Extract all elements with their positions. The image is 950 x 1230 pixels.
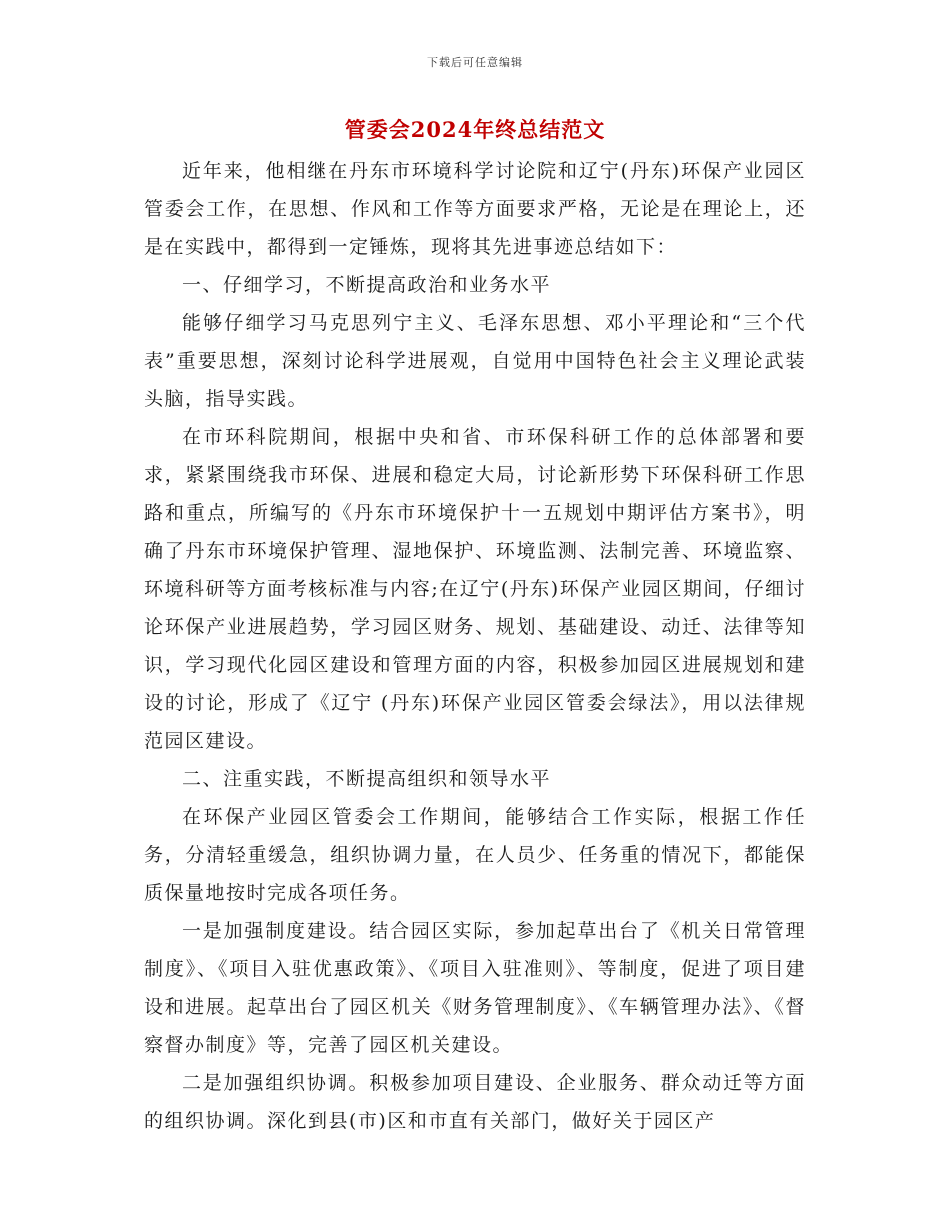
document-title: 管委会2024年终总结范文 — [344, 117, 606, 142]
paragraph-research: 在市环科院期间，根据中央和省、市环保科研工作的总体部署和要求，紧紧围绕我市环保、进展和稳定大局，讨论新形势下环保科研工作思路和重点，所编写的《丹东市环境保护十一五规划中期评估方案书》，明确了丹东市环境保护管理、湿地保护、环境监测、法制完善、环境监察、环境科研等方面考核标准与内容;在辽宁(丹东)环保产业园区期间，仔细讨论环保产业进展趋势，学习园区财务、规划、基础建设、动迁、法律等知识，学习现代化园区建设和管理方面的内容，积极参加园区进展规划和建设的讨论，形成了《辽宁 (丹东)环保产业园区管委会绿法》，用以法律规范园区建设。 — [144, 426, 806, 752]
header-note: 下载后可任意编辑 — [427, 56, 523, 69]
paragraph-intro: 近年来，他相继在丹东市环境科学讨论院和辽宁(丹东)环保产业园区管委会工作，在思想、作风和工作等方面要求严格，无论是在理论上，还是在实践中，都得到一定锤炼，现将其先进事迹总结如下： — [144, 160, 806, 258]
section-heading-1: 一、仔细学习，不断提高政治和业务水平 — [182, 274, 552, 296]
paragraph-system-building: 一是加强制度建设。结合园区实际，参加起草出台了《机关日常管理制度》、《项目入驻优惠政策》、《项目入驻准则》、等制度，促进了项目建设和进展。起草出台了园区机关《财务管理制度》、《车辆管理办法》、《督察督办制度》等，完善了园区机关建设。 — [144, 920, 806, 1056]
paragraph-coordination: 二是加强组织协调。积极参加项目建设、企业服务、群众动迁等方面的组织协调。深化到县(市)区和市直有关部门，做好关于园区产 — [144, 1072, 806, 1132]
section-heading-2: 二、注重实践，不断提高组织和领导水平 — [182, 768, 552, 790]
paragraph-study: 能够仔细学习马克思列宁主义、毛泽东思想、邓小平理论和“三个代表”重要思想，深刻讨论科学进展观，自觉用中国特色社会主义理论武装头脑，指导实践。 — [144, 312, 806, 410]
document-body — [144, 152, 806, 1140]
paragraph-practice: 在环保产业园区管委会工作期间，能够结合工作实际，根据工作任务，分清轻重缓急，组织协调力量，在人员少、任务重的情况下，都能保质保量地按时完成各项任务。 — [144, 806, 806, 904]
